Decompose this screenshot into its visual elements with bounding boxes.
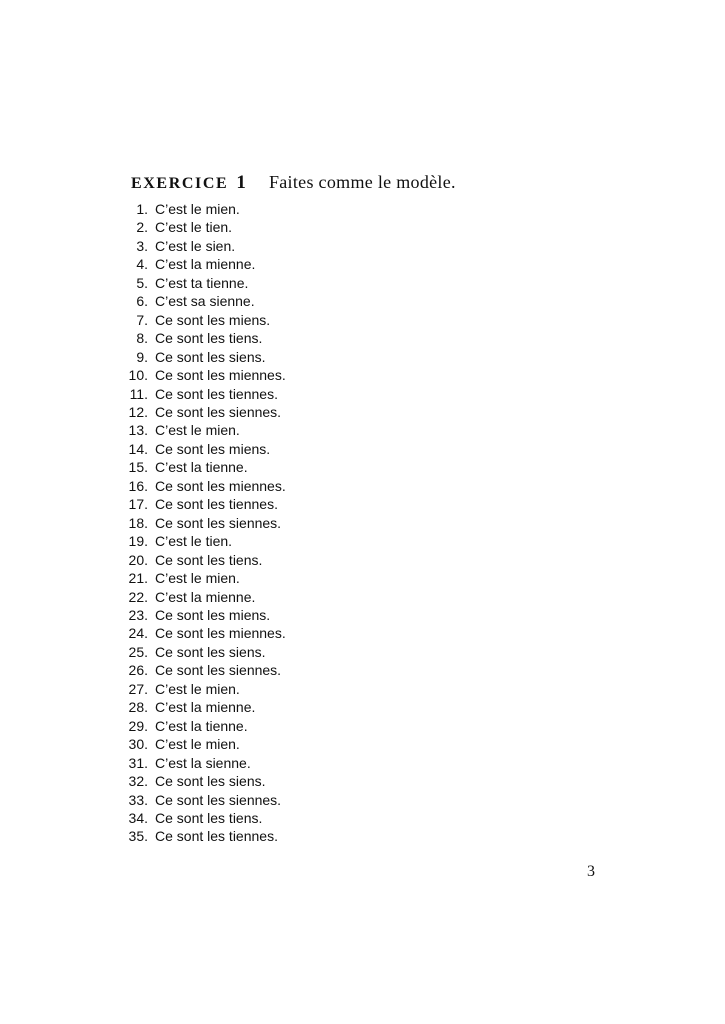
- answer-text: Ce sont les siennes.: [155, 514, 282, 531]
- answer-text: Ce sont les siennes.: [155, 403, 282, 420]
- answer-text: C’est la tienne.: [155, 717, 248, 734]
- answer-number: 30.: [128, 736, 148, 753]
- answer-item: [118, 292, 286, 310]
- answer-text: Ce sont les siens.: [155, 773, 266, 790]
- answer-text: C’est le sien.: [155, 237, 236, 254]
- answer-text: C’est la sienne.: [155, 754, 251, 771]
- answer-item: [118, 606, 286, 624]
- answer-text: Ce sont les miens.: [155, 311, 271, 328]
- answer-item: [118, 717, 286, 735]
- answer-number: 7.: [136, 311, 148, 328]
- answer-number: 21.: [128, 570, 148, 587]
- answer-item: [118, 643, 286, 661]
- answer-text: Ce sont les siens.: [155, 643, 266, 660]
- answer-text: C’est le mien.: [155, 570, 240, 587]
- answer-item: [118, 495, 286, 513]
- answer-number: 20.: [128, 551, 148, 568]
- answer-number: 22.: [128, 588, 148, 605]
- answer-number: 1.: [136, 201, 148, 217]
- answer-number: 18.: [128, 514, 148, 531]
- answer-number: 16.: [128, 477, 148, 494]
- answer-item: [118, 661, 286, 679]
- answer-item: [118, 218, 286, 236]
- answer-list: [118, 200, 286, 846]
- answer-number: 27.: [128, 680, 148, 697]
- answer-item: [118, 255, 286, 273]
- exercise-number: 1: [236, 172, 246, 193]
- answer-number: 13.: [128, 422, 148, 439]
- answer-text: Ce sont les siennes.: [155, 662, 282, 679]
- answer-text: C’est le mien.: [155, 201, 240, 217]
- answer-number: 24.: [128, 625, 148, 642]
- answer-text: C’est le mien.: [155, 736, 240, 753]
- answer-text: Ce sont les siennes.: [155, 791, 282, 808]
- answer-number: 35.: [128, 828, 148, 845]
- exercise-label: EXERCICE: [131, 175, 229, 192]
- answer-text: Ce sont les miens.: [155, 606, 271, 623]
- answer-number: 28.: [128, 699, 148, 716]
- answer-number: 9.: [136, 348, 148, 365]
- answer-item: [118, 440, 286, 458]
- answer-text: C’est le mien.: [155, 680, 240, 697]
- answer-item: [118, 403, 286, 421]
- answer-text: Ce sont les tiennes.: [155, 828, 278, 845]
- answer-item: [118, 809, 286, 827]
- answer-item: [118, 569, 286, 587]
- answer-text: C’est ta tienne.: [155, 274, 249, 291]
- answer-item: [118, 551, 286, 569]
- answer-text: Ce sont les tiennes.: [155, 385, 278, 402]
- answer-item: [118, 791, 286, 809]
- answer-text: C’est sa sienne.: [155, 293, 255, 310]
- answer-item: [118, 827, 286, 845]
- answer-number: 26.: [128, 662, 148, 679]
- answer-text: C’est la mienne.: [155, 588, 256, 605]
- answer-number: 2.: [136, 219, 148, 236]
- answer-text: Ce sont les tiens.: [155, 551, 263, 568]
- answer-number: 5.: [136, 274, 148, 291]
- answer-number: 33.: [128, 791, 148, 808]
- answer-number: 10.: [128, 367, 148, 384]
- answer-number: 15.: [128, 459, 148, 476]
- answer-item: [118, 458, 286, 476]
- answer-item: [118, 754, 286, 772]
- answer-text: C’est le mien.: [155, 422, 240, 439]
- answer-item: [118, 588, 286, 606]
- page-number: 3: [587, 863, 595, 880]
- answer-text: C’est la mienne.: [155, 699, 256, 716]
- answer-item: [118, 237, 286, 255]
- answer-item: [118, 348, 286, 366]
- answer-number: 6.: [136, 293, 148, 310]
- answer-number: 12.: [128, 403, 148, 420]
- answer-number: 31.: [128, 754, 148, 771]
- answer-text: Ce sont les tiens.: [155, 330, 263, 347]
- answer-item: [118, 311, 286, 329]
- answer-number: 32.: [128, 773, 148, 790]
- answer-text: C’est le tien.: [155, 533, 233, 550]
- answer-number: 8.: [136, 330, 148, 347]
- answer-number: 19.: [128, 533, 148, 550]
- answer-text: Ce sont les siens.: [155, 348, 266, 365]
- answer-text: Ce sont les miennes.: [155, 477, 286, 494]
- answer-text: C’est la tienne.: [155, 459, 248, 476]
- answer-number: 34.: [128, 809, 148, 826]
- answer-number: 4.: [136, 256, 148, 273]
- answer-text: C’est la mienne.: [155, 256, 256, 273]
- answer-item: [118, 680, 286, 698]
- answer-number: 3.: [136, 237, 148, 254]
- answer-text: Ce sont les tiennes.: [155, 496, 278, 513]
- answer-number: 11.: [129, 385, 148, 402]
- answer-item: [118, 532, 286, 550]
- answer-item: [118, 698, 286, 716]
- answer-number: 25.: [128, 643, 148, 660]
- exercise-instruction: Faites comme le modèle.: [268, 172, 456, 192]
- answer-item: [118, 366, 286, 384]
- answer-item: [118, 421, 286, 439]
- answer-number: 29.: [128, 717, 148, 734]
- answer-item: [118, 514, 286, 532]
- answer-text: Ce sont les miennes.: [155, 367, 286, 384]
- answer-text: Ce sont les tiens.: [155, 809, 263, 826]
- answer-item: [118, 477, 286, 495]
- answer-item: [118, 200, 286, 218]
- exercise-header: [131, 172, 456, 194]
- answer-number: 17.: [128, 496, 148, 513]
- answer-number: 23.: [128, 606, 148, 623]
- answer-item: [118, 385, 286, 403]
- answer-item: [118, 274, 286, 292]
- answer-item: [118, 329, 286, 347]
- answer-text: Ce sont les miennes.: [155, 625, 286, 642]
- answer-item: [118, 735, 286, 753]
- answer-text: C’est le tien.: [155, 219, 233, 236]
- answer-text: Ce sont les miens.: [155, 440, 271, 457]
- answer-item: [118, 772, 286, 790]
- answer-item: [118, 624, 286, 642]
- answer-number: 14.: [128, 440, 148, 457]
